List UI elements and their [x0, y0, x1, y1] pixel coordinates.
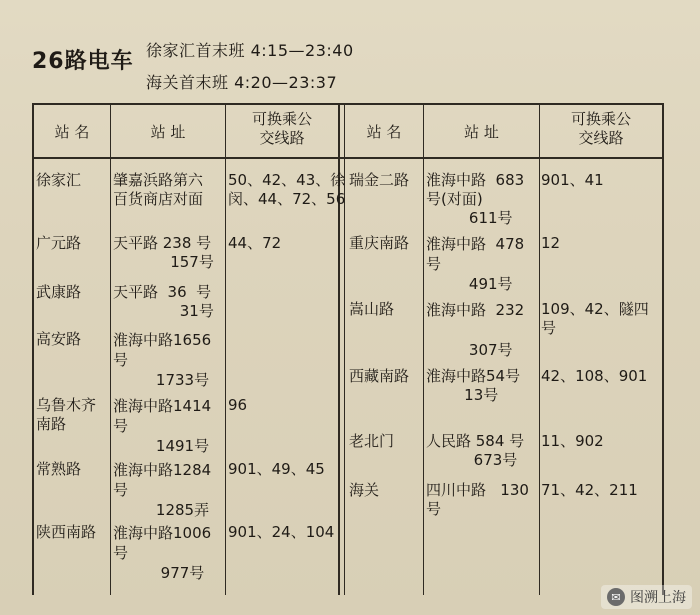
wechat-icon: ✉ [607, 588, 625, 606]
left-row-6-address: 淮海中路1284 号 1285弄 [113, 461, 212, 519]
left-row-4-address: 淮海中路1656 号 1733号 [113, 331, 212, 389]
header-transfer-left: 可换乘公 交线路 [251, 110, 312, 147]
right-row-5-lines: 11、902 [541, 432, 604, 450]
schedule-haiguan: 海关首末班 4:20—23:37 [146, 73, 338, 92]
header-station-right: 站 名 [366, 123, 402, 141]
right-row-2-name: 重庆南路 [349, 234, 410, 252]
right-row-1-lines: 901、41 [541, 171, 604, 189]
header-address-right: 站 址 [464, 123, 499, 141]
right-row-2-address: 淮海中路 478 号 491号 [426, 235, 525, 293]
right-row-6-name: 海关 [349, 481, 380, 499]
right-row-4-address: 淮海中路54号 13号 [426, 367, 521, 404]
right-row-6-lines: 71、42、211 [541, 481, 638, 499]
right-row-6-address: 四川中路 130 号 [426, 481, 529, 518]
right-row-3-lines: 109、42、隧四 号 [541, 300, 649, 337]
route-title: 26路电车 [32, 49, 134, 74]
left-row-7-lines: 901、24、104 [228, 523, 335, 541]
right-row-2-lines: 12 [541, 234, 561, 252]
watermark-logo [601, 585, 692, 609]
left-row-5-name: 乌鲁木齐 南路 [36, 396, 97, 433]
right-row-4-lines: 42、108、901 [541, 367, 648, 385]
left-row-2-name: 广元路 [36, 234, 82, 252]
right-row-3-name: 嵩山路 [349, 300, 395, 318]
left-row-7-address: 淮海中路1006 号 977号 [113, 524, 212, 582]
right-row-1-address: 淮海中路 683 号(对面) 611号 [426, 171, 525, 227]
left-row-2-address: 天平路 238 号 157号 [113, 234, 214, 271]
left-row-5-lines: 96 [228, 396, 248, 414]
left-row-3-address: 天平路 36 号 31号 [113, 283, 214, 320]
right-row-3-address: 淮海中路 232 307号 [426, 301, 525, 359]
schedule-xujiahui: 徐家汇首末班 4:15—23:40 [146, 41, 354, 60]
left-row-1-lines: 50、42、43、徐 闵、44、72、56 [228, 171, 346, 208]
right-row-4-name: 西藏南路 [349, 367, 410, 385]
right-row-5-address: 人民路 584 号 673号 [426, 432, 525, 469]
left-row-1-name: 徐家汇 [36, 171, 82, 189]
left-row-1-address: 肇嘉浜路第六 百货商店对面 [113, 171, 204, 208]
right-row-1-name: 瑞金二路 [349, 171, 410, 189]
left-row-2-lines: 44、72 [228, 234, 282, 252]
left-row-5-address: 淮海中路1414 号 1491号 [113, 397, 212, 455]
left-row-7-name: 陕西南路 [36, 523, 97, 541]
left-row-6-lines: 901、49、45 [228, 460, 325, 478]
header-transfer-right: 可换乘公 交线路 [570, 110, 631, 147]
station-table [32, 103, 664, 595]
watermark-text: 图溯上海 [630, 590, 686, 606]
left-row-4-name: 高安路 [36, 330, 82, 348]
header-address-left: 站 址 [150, 123, 186, 141]
left-row-6-name: 常熟路 [36, 460, 82, 478]
left-row-3-name: 武康路 [36, 283, 82, 301]
right-row-5-name: 老北门 [349, 432, 395, 450]
header-station-left: 站 名 [54, 123, 90, 141]
